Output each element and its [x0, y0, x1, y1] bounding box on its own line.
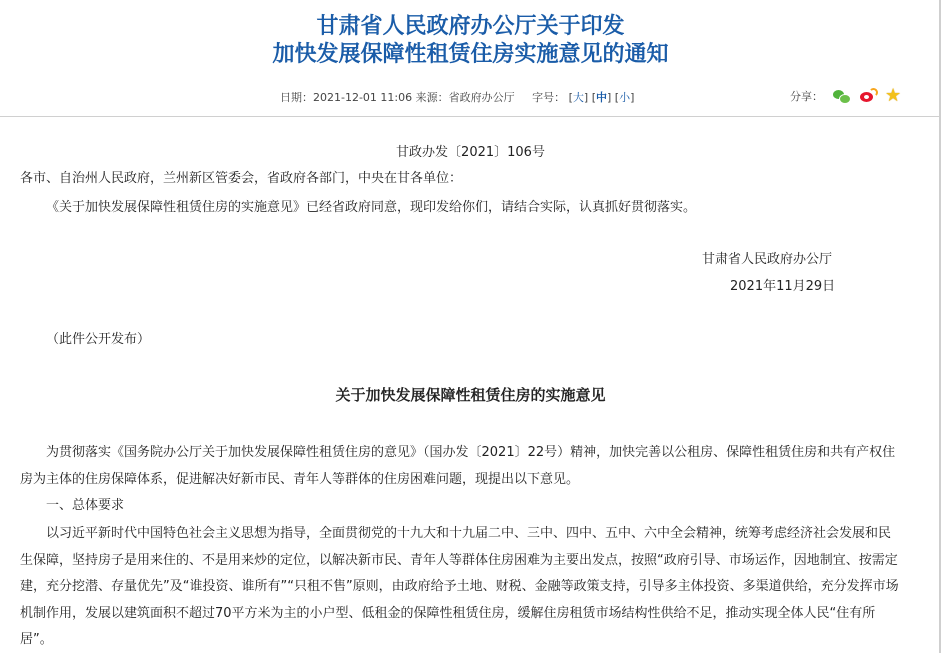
date-value: 2021-12-01 11:06 [313, 91, 413, 104]
source-value: 省政府办公厅 [448, 91, 515, 104]
document-number: 甘政办发〔2021〕106号 [396, 145, 545, 160]
source-label: 来源： [415, 91, 449, 104]
section-body-paragraph: 以习近平新时代中国特色社会主义思想为指导，全面贯彻党的十九大和十九届二中、三中、四中、五中、六中全会精神，统筹考虑经济社会发展和民生保障，坚持房子是用来住的、不是用来炒的定位，以解决新市民、青年人等群体住房困难为主要出发点，按照“政府引导、市场运作，因地制宜、按需定建，充分挖潜、存量优先”及“谁投资、谁所有”“只租不售”原则，由政府给予土地、财税、金融等政策支持，引导多主体投资、多渠道供给，充分发挥市场机制作用，发展以建筑面积不超过70平方米为主的小户型、低租金的保障性租赁住房，缓解住房租赁市场结构性供给不足，推动实现全体人民“住有所居”。 [20, 526, 899, 647]
font-size-large-link[interactable]: 大 [572, 91, 584, 104]
article-meta: 日期：2021-12-01 11:06 来源：省政府办公厅 字号： [大] [中] [小] [280, 91, 635, 104]
star-icon[interactable]: ★ [885, 85, 902, 106]
addressee: 各市、自治州人民政府，兰州新区管委会，省政府各部门，中央在甘各单位： [20, 171, 463, 186]
share-bar [790, 85, 902, 106]
share-label: 分享： [790, 90, 823, 103]
section-heading: 一、总体要求 [46, 498, 125, 513]
font-size-label: 字号： [532, 91, 566, 104]
header-divider [0, 116, 941, 117]
opinion-title: 关于加快发展保障性租赁住房的实施意见 [335, 386, 606, 404]
signature-date: 2021年11月29日 [730, 279, 836, 294]
signature-organization: 甘肃省人民政府办公厅 [702, 252, 833, 267]
font-size-small-link[interactable]: 小 [619, 91, 631, 104]
page-title-line2: 加快发展保障性租赁住房实施意见的通知 [272, 42, 669, 67]
publish-note: （此件公开发布） [46, 332, 151, 347]
date-label: 日期： [280, 91, 313, 104]
opinion-intro-paragraph: 为贯彻落实《国务院办公厅关于加快发展保障性租赁住房的意见》（国办发〔2021〕22号）精神，加快完善以公租房、保障性租赁住房和共有产权住房为主体的住房保障体系，促进解决好新市民、青年人等群体的住房困难问题，现提出以下意见。 [20, 445, 896, 487]
page-title-line1: 甘肃省人民政府办公厅关于印发 [316, 14, 625, 39]
font-size-medium-link[interactable]: 中 [596, 91, 607, 104]
wechat-icon[interactable] [833, 88, 849, 104]
notice-body: 《关于加快发展保障性租赁住房的实施意见》已经省政府同意，现印发给你们，请结合实际，认真抓好贯彻落实。 [46, 200, 697, 215]
weibo-icon[interactable] [859, 88, 875, 104]
